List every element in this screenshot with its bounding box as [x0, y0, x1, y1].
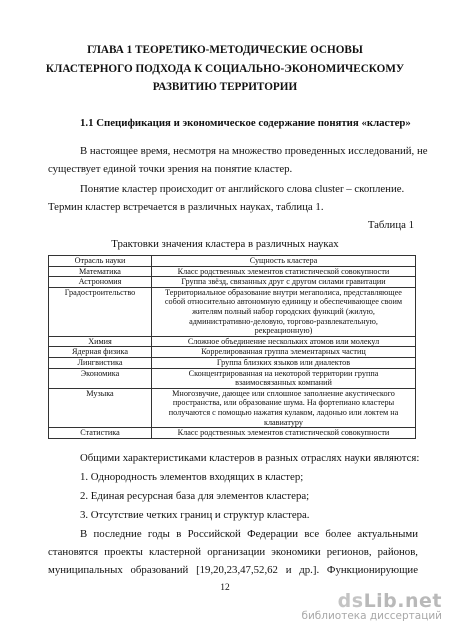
watermark-subtitle: библиотека диссертаций: [301, 610, 442, 622]
table-header-field: Отрасль науки: [49, 256, 152, 267]
table-cell-meaning-line: взаимосвязанных компаний: [235, 378, 332, 388]
list-item: 3. Отсутствие четких границ и структур кластера.: [80, 509, 310, 521]
table-row: [49, 336, 416, 347]
table-cell-field: Музыка: [49, 388, 152, 427]
paragraph-3-line1: В последние годы в Российской Федерации все более актуальными: [80, 528, 418, 540]
table-cell-field: Градостроительство: [49, 287, 152, 336]
table-cell-field: Астрономия: [49, 277, 152, 288]
table-row: [49, 357, 416, 368]
paragraph-2-line1: Понятие кластер происходит от английского слова cluster – скопление.: [80, 183, 405, 195]
watermark-logo: [301, 590, 442, 612]
table-cell-meaning: [152, 357, 416, 368]
table-cell-meaning: [152, 287, 416, 336]
table-row: [49, 287, 416, 336]
table-cell-meaning-line: клавиатуру: [263, 417, 303, 427]
chapter-title-line3: РАЗВИТИЮ ТЕРРИТОРИИ: [152, 81, 298, 93]
table-cell-meaning: [152, 368, 416, 388]
table-row: [49, 368, 416, 388]
table-cell-meaning-line: Многозвучие, дающее или сплошное заполнение акустического: [172, 388, 395, 398]
paragraph-2-line2: Термин кластер встречается в различных науках, таблица 1.: [48, 201, 324, 213]
table-row: [49, 388, 416, 427]
table-cell-meaning-line: административно-деловую, торгово-развлекательную,: [189, 316, 378, 326]
table-cell-meaning-line: Группа звёзд, связанных друг с другом силами гравитации: [181, 277, 386, 287]
table-cell-meaning-line: Сконцентрированная на некоторой территории группа: [188, 368, 379, 378]
table-cell-field: Экономика: [49, 368, 152, 388]
paragraph-1-line2: существует единой точки зрения на понятие кластер.: [48, 163, 293, 175]
watermark-logo-ds: ds: [337, 590, 364, 612]
table-cell-meaning-line: Группа близких языков или диалектов: [216, 357, 351, 367]
paragraph-3-line2: становятся проекты кластерной организации экономики регионов, районов,: [48, 546, 418, 558]
section-title: 1.1 Спецификация и экономическое содержание понятия «кластер»: [80, 117, 411, 129]
page-number: 12: [220, 583, 230, 593]
characteristics-intro: Общими характеристиками кластеров в разных отраслях науки являются:: [80, 452, 420, 464]
table-cell-meaning-line: Территориальное образование внутри мегаполиса, представляющее: [165, 287, 402, 297]
table-row: [49, 277, 416, 288]
list-item: 2. Единая ресурсная база для элементов кластера;: [80, 490, 310, 502]
table-cell-meaning: [152, 277, 416, 288]
table-cell-field: Химия: [49, 336, 152, 347]
table-cell-meaning: [152, 388, 416, 427]
paragraph-3-line3: муниципальных образований [19,20,23,47,52,62 и др.]. Функционирующие: [48, 564, 418, 576]
table-cell-meaning: [152, 347, 416, 358]
paragraph-1-line1: В настоящее время, несмотря на множество проведенных исследований, не: [80, 145, 428, 157]
table-cell-field: Статистика: [49, 428, 152, 439]
table-cell-meaning-line: Класс родственных элементов статистической совокупности: [177, 428, 390, 438]
table-cell-meaning: [152, 428, 416, 439]
table-row: [49, 428, 416, 439]
table-cell-meaning-line: пространства, или образование шума. На фортепиано кластеры: [172, 398, 395, 408]
table-cell-field: Математика: [49, 266, 152, 277]
chapter-title-line2: КЛАСТЕРНОГО ПОДХОДА К СОЦИАЛЬНО-ЭКОНОМИЧЕСКОМУ: [45, 62, 405, 75]
table-row: [49, 266, 416, 277]
table-cell-field: Ядерная физика: [49, 347, 152, 358]
table-cell-meaning-line: рекреационную): [254, 326, 313, 336]
table-title: Трактовки значения кластера в различных науках: [111, 238, 339, 250]
table-header-row: [49, 256, 416, 267]
chapter-title: [0, 41, 450, 97]
table-cell-meaning-line: Класс родственных элементов статистической совокупности: [177, 266, 390, 276]
table-cell-meaning-line: Сложное объединение нескольких атомов или молекул: [187, 336, 380, 346]
table-cell-meaning-line: жителям полный набор городских функций (жилую,: [192, 306, 375, 316]
watermark: [301, 590, 442, 622]
table-header-meaning: Сущность кластера: [152, 256, 416, 267]
table-cell-meaning: [152, 336, 416, 347]
watermark-logo-rest: Lib.net: [363, 590, 442, 612]
table-row: [49, 347, 416, 358]
table-cell-meaning-line: получаются с помощью нажатия кулаком, ладонью или локтем на: [168, 407, 399, 417]
list-item: 1. Однородность элементов входящих в кластер;: [80, 471, 304, 483]
table-cell-meaning-line: Коррелированная группа элементарных частиц: [201, 347, 366, 357]
table-cell-meaning: [152, 266, 416, 277]
table-caption: Таблица 1: [367, 219, 414, 231]
cluster-table: [48, 255, 416, 439]
chapter-title-line1: ГЛАВА 1 ТЕОРЕТИКО-МЕТОДИЧЕСКИЕ ОСНОВЫ: [87, 44, 363, 56]
table-cell-field: Лингвистика: [49, 357, 152, 368]
table-cell-meaning-line: собой относительно автономную единицу и обеспечивающее своим: [164, 297, 403, 307]
